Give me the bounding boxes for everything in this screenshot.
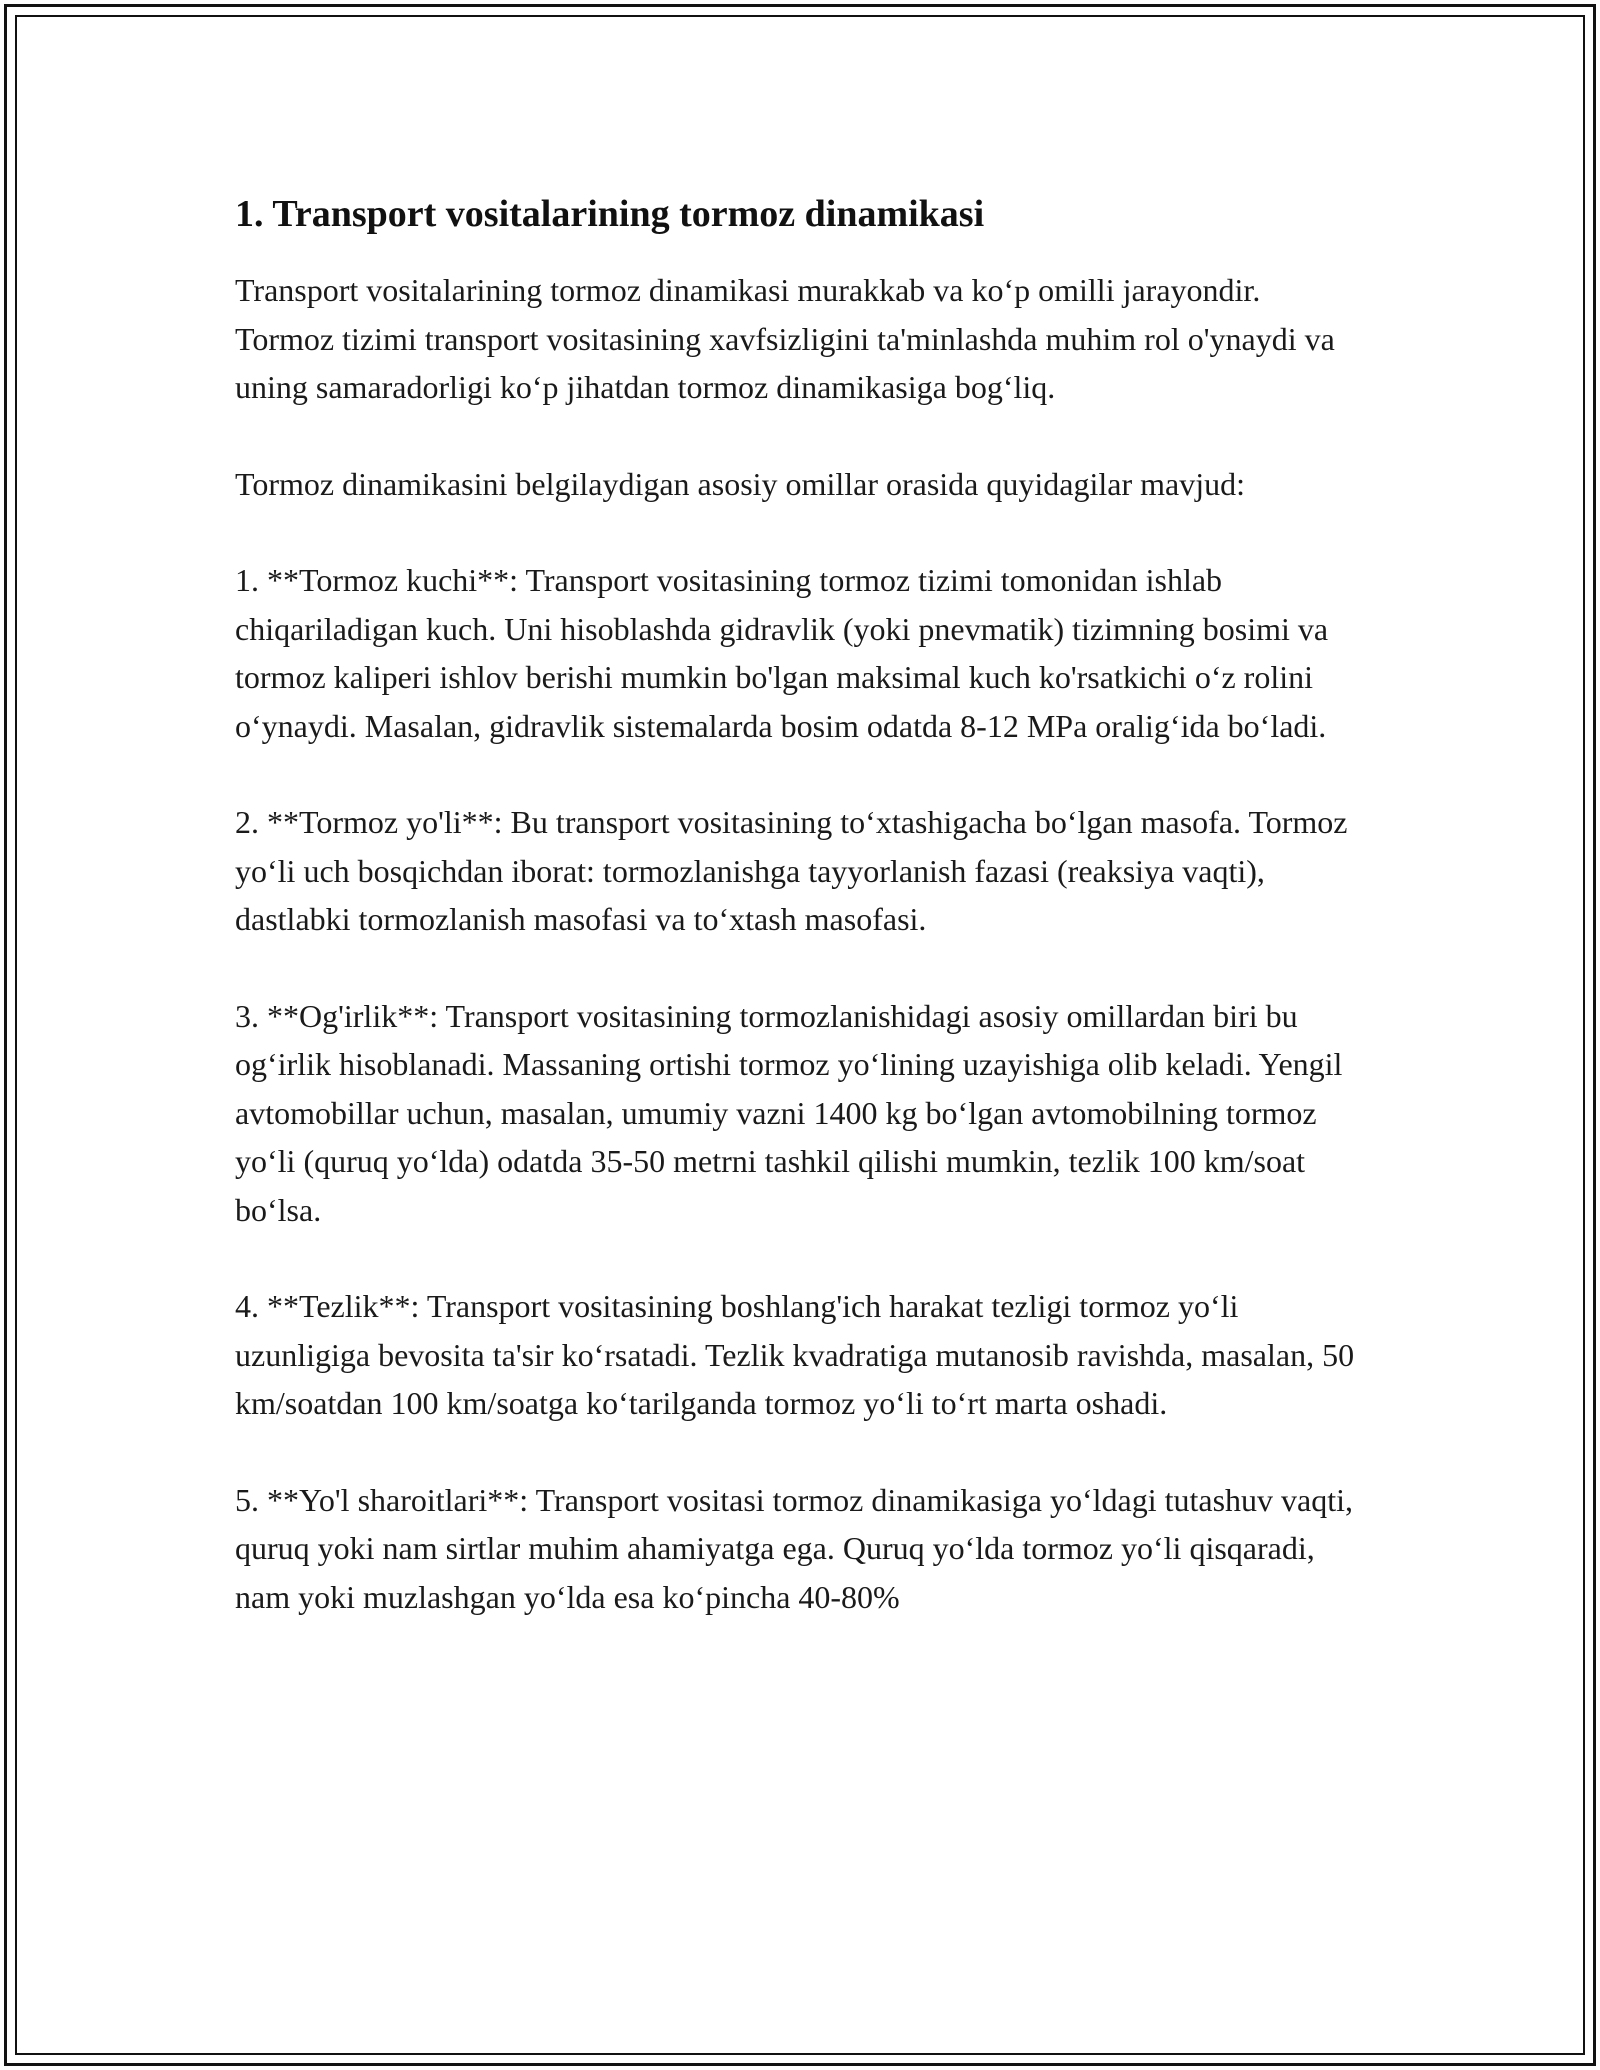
paragraph-intro: Transport vositalarining tormoz dinamikasi murakkab va ko‘p omilli jarayondir. Tormoz tizimi transport vositasining xavfsizligini ta'minlashda muhim rol o'ynaydi va uning samaradorligi ko‘p jihatdan tormoz dinamikasiga bog‘liq.: [235, 272, 1335, 405]
paragraph-speed: 4. **Tezlik**: Transport vositasining boshlang'ich harakat tezligi tormoz yo‘li uzunligiga bevosita ta'sir ko‘rsatadi. Tezlik kvadratiga mutanosib ravishda, masalan, 50 km/soatdan 100 km/soatga ko‘tarilganda tormoz yo‘li to‘rt marta oshadi.: [235, 1288, 1355, 1421]
paragraph-weight: 3. **Og'irlik**: Transport vositasining tormozlanishidagi asosiy omillardan biri bu og‘irlik hisoblanadi. Massaning ortishi tormoz yo‘lining uzayishiga olib keladi. Yengil avtomobillar uchun, masalan, umumiy vazni 1400 kg bo‘lgan avtomobilning tormoz yo‘li (quruq yo‘lda) odatda 35-50 metrni tashkil qilishi mumkin, tezlik 100 km/soat bo‘lsa.: [235, 997, 1343, 1228]
paragraph-factors-lead: Tormoz dinamikasini belgilaydigan asosiy omillar orasida quyidagilar mavjud:: [235, 465, 1245, 502]
paragraph-road-conditions: 5. **Yo'l sharoitlari**: Transport vositasi tormoz dinamikasiga yo‘ldagi tutashuv vaqti, quruq yoki nam sirtlar muhim ahamiyatga ega. Quruq yo‘lda tormoz yo‘li qisqaradi, nam yoki muzlashgan yo‘lda esa ko‘pincha 40-80%: [235, 1481, 1353, 1615]
paragraph-braking-force: 1. **Tormoz kuchi**: Transport vositasining tormoz tizimi tomonidan ishlab chiqariladigan kuch. Uni hisoblashda gidravlik (yoki pnevmatik) tizimning bosimi va tormoz kaliperi ishlov berishi mumkin bo'lgan maksimal kuch ko'rsatkichi o‘z rolini o‘ynaydi. Masalan, gidravlik sistemalarda bosim odatda 8-12 MPa oralig‘ida bo‘ladi.: [235, 562, 1329, 744]
document-body: [235, 190, 1365, 1669]
section-title: 1. Transport vositalarining tormoz dinamikasi: [235, 193, 985, 235]
paragraph-braking-distance: 2. **Tormoz yo'li**: Bu transport vositasining to‘xtashigacha bo‘lgan masofa. Tormoz yo‘li uch bosqichdan iborat: tormozlanishga tayyorlanish fazasi (reaksiya vaqti), dastlabki tormozlanish masofasi va to‘xtash masofasi.: [235, 804, 1348, 937]
